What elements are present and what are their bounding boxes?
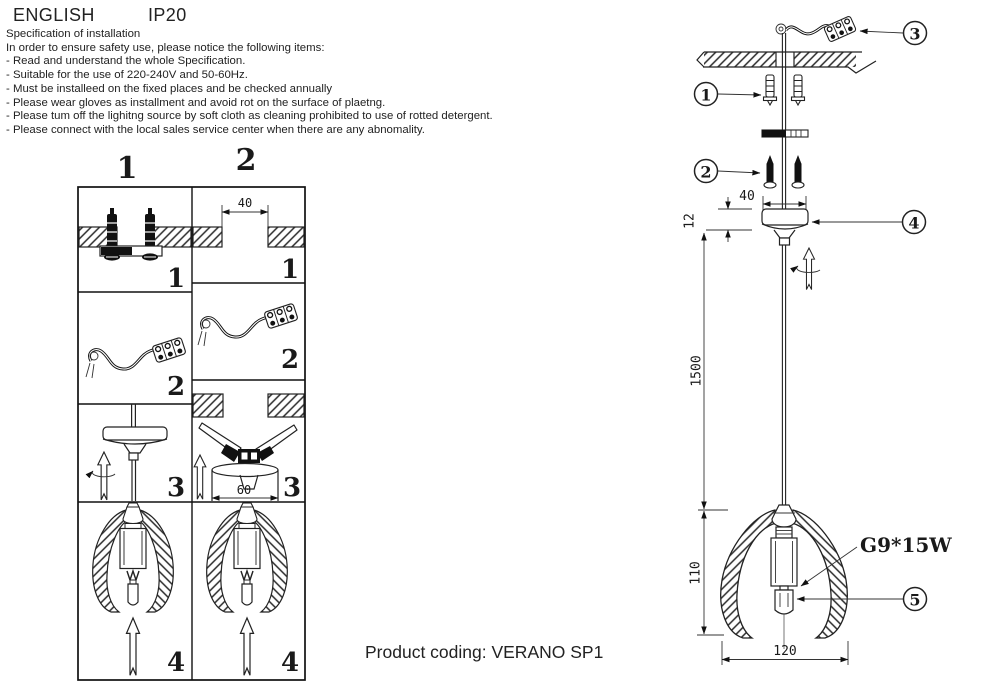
- step-number: 3: [282, 473, 302, 503]
- column-1-header: 1: [116, 151, 138, 186]
- step-cell-left-3: [92, 404, 185, 503]
- spec-item: - Suitable for the use of 220-240V and 50-60Hz.: [6, 69, 248, 82]
- specification-block: [6, 28, 493, 138]
- step-cell-right-2: [198, 303, 299, 375]
- step-number: 1: [280, 255, 300, 285]
- clip-span-dim: 60: [236, 483, 252, 497]
- step-number: 1: [166, 264, 186, 294]
- step-number: 4: [166, 648, 186, 678]
- callout-bulb: [797, 588, 927, 611]
- product-coding: Product coding: VERANO SP1: [365, 642, 604, 662]
- step-cell-right-1: [193, 196, 304, 285]
- ceiling-section: [697, 52, 876, 73]
- suspension-cord: [782, 245, 785, 507]
- rotate-symbol: [797, 248, 820, 290]
- spec-item: - Please wear gloves as installment and avoid rot on the surface of plaetng.: [6, 96, 386, 109]
- glass-shade: [721, 505, 848, 649]
- step-cell-right-4: [207, 503, 299, 678]
- step-cell-right-3: [193, 394, 304, 503]
- step-cell-left-2: [86, 337, 186, 402]
- bulb-label: G9*15W: [860, 533, 952, 557]
- dim-text: 120: [773, 644, 797, 659]
- step-number: 3: [166, 473, 186, 503]
- step-number: 4: [280, 648, 300, 678]
- mounting-screws: [695, 155, 805, 188]
- dim-shade-height: [689, 510, 729, 635]
- mounting-bar: [762, 130, 808, 137]
- step-number: 2: [280, 345, 300, 375]
- dim-text: 110: [688, 561, 704, 585]
- callout-number: 1: [700, 85, 712, 105]
- step-cell-left-4: [93, 503, 185, 678]
- callout-number: 4: [908, 213, 920, 233]
- dim-shade-width: [722, 641, 848, 665]
- dim-drop-length: [690, 233, 705, 509]
- ip-rating-label: IP20: [148, 5, 187, 25]
- spec-item: - Must be installeed on the fixed places and be checked annually: [6, 82, 333, 95]
- callout-number: 2: [700, 162, 712, 182]
- supply-wire: [776, 16, 856, 209]
- step-number: 2: [166, 372, 186, 402]
- callout-number: 3: [909, 24, 921, 44]
- canopy: [762, 209, 926, 245]
- dim-text: 40: [739, 189, 755, 204]
- column-2-header: 2: [235, 143, 257, 178]
- callout-number: 5: [909, 590, 921, 610]
- dim-text: 12: [682, 213, 698, 229]
- callout-terminal: [860, 22, 927, 45]
- spec-item: - Please tum off the lighitng source by soft cloth as cleaning prohibited to use of rotted detergent.: [6, 110, 493, 123]
- spec-item: - Please connect with the local sales service center when there are any abnomality.: [6, 123, 425, 136]
- spec-intro: In order to ensure safety use, please notice the following items:: [6, 41, 325, 54]
- hole-width-dim: 40: [237, 196, 253, 210]
- dim-text: 1500: [689, 355, 705, 387]
- step-cell-left-1: [79, 208, 191, 294]
- spec-item: - Read and understand the whole Specification.: [6, 55, 246, 68]
- spec-title: Specification of installation: [6, 28, 141, 40]
- language-label: ENGLISH: [13, 5, 95, 25]
- pendant-lamp-technical-drawing: [655, 0, 1000, 690]
- wall-anchors: [695, 75, 805, 106]
- installation-steps-grid: [60, 140, 330, 685]
